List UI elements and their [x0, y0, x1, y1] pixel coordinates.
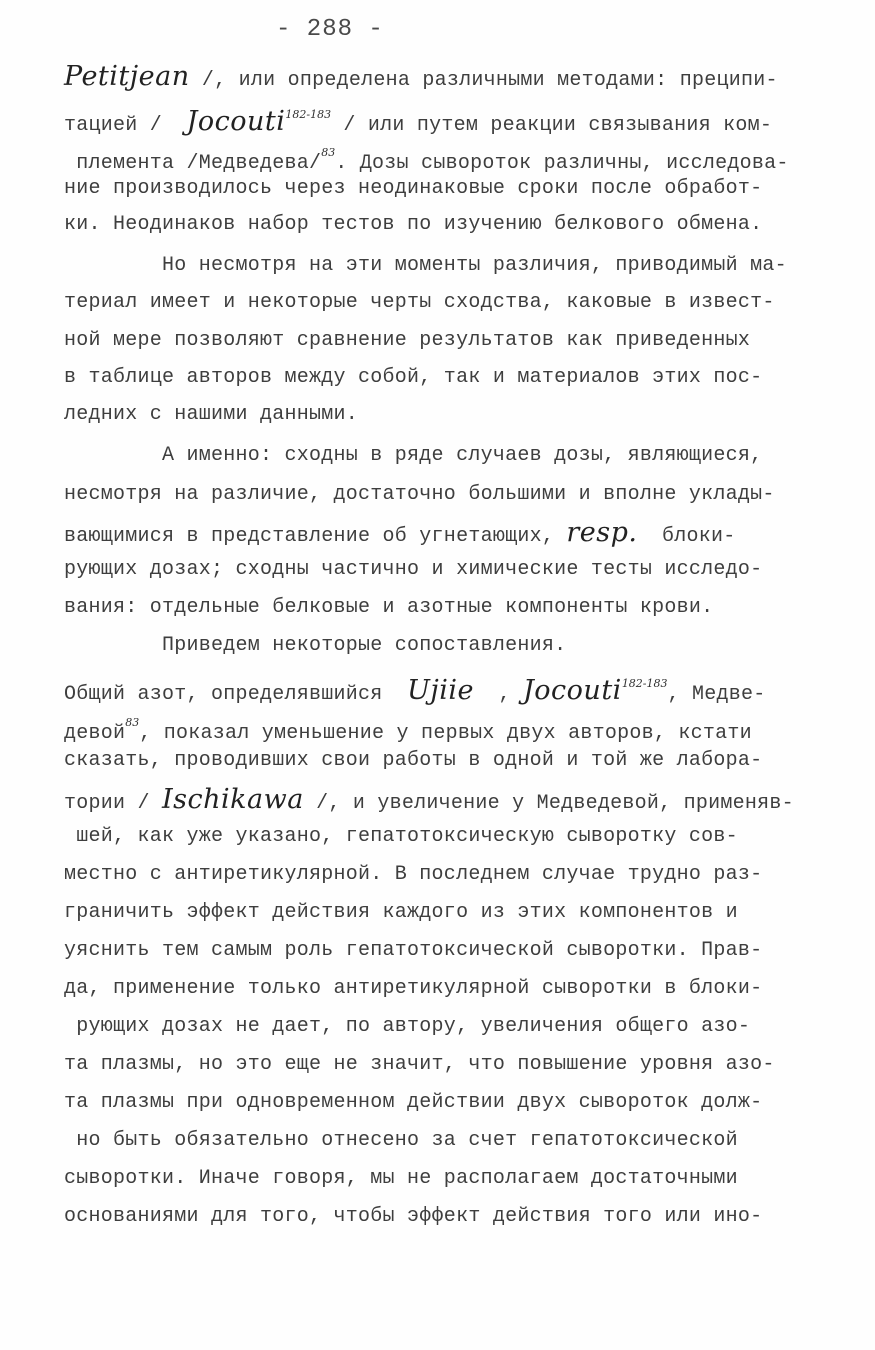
- text-line-30: сыворотки. Иначе говоря, мы не располагаем достаточными: [64, 1167, 738, 1190]
- line-text: /, и увеличение у Медведевой, применяв-: [303, 792, 794, 815]
- text-line-17: [64, 670, 766, 709]
- text-line-15: вания: отдельные белковые и азотные компоненты крови.: [64, 596, 714, 619]
- handwritten-name: Ischikawa: [162, 784, 304, 815]
- text-line-8: ной мере позволяют сравнение результатов как приведенных: [64, 329, 751, 352]
- text-line-24: уяснить тем самым роль гепатотоксической сыворотки. Прав-: [64, 939, 763, 962]
- line-text: тацией /: [64, 114, 187, 137]
- line-text: , показал уменьшение у первых двух авторов, кстати: [139, 722, 752, 745]
- line-text: . Дозы сывороток различны, исследова-: [335, 152, 789, 175]
- text-line-27: та плазмы, но это еще не значит, что повышение уровня азо-: [64, 1053, 775, 1076]
- handwritten-name: Petitjean: [64, 61, 190, 92]
- text-line-22: местно с антиретикулярной. В последнем случае трудно раз-: [64, 863, 763, 886]
- reference-superscript: 83: [321, 146, 336, 159]
- handwritten-name: Jocouti: [522, 675, 622, 706]
- text-line-25: да, применение только антиретикулярной сыворотки в блоки-: [64, 977, 763, 1000]
- reference-superscript: 83: [125, 716, 140, 729]
- text-line-31: основаниями для того, чтобы эффект действия того или ино-: [64, 1205, 763, 1228]
- line-text: блоки-: [637, 525, 736, 548]
- text-line-19: сказать, проводивших свои работы в одной и той же лабора-: [64, 749, 763, 772]
- line-text: , Медве-: [667, 683, 766, 706]
- text-line-12: несмотря на различие, достаточно большими и вполне уклады-: [64, 483, 775, 506]
- handwritten-name: Ujiie: [407, 675, 474, 706]
- text-line-21: шей, как уже указано, гепатотоксическую сыворотку сов-: [64, 825, 738, 848]
- reference-superscript: 182-183: [285, 108, 332, 121]
- line-text: вающимися в представление об угнетающих,: [64, 525, 567, 548]
- text-line-28: та плазмы при одновременном действии двух сывороток долж-: [64, 1091, 763, 1114]
- text-line-18: [64, 709, 752, 748]
- text-line-5: ки. Неодинаков набор тестов по изучению белкового обмена.: [64, 213, 763, 236]
- text-line-20: [64, 786, 794, 818]
- line-text: / или путем реакции связывания ком-: [331, 114, 773, 137]
- text-line-26: рующих дозах не дает, по автору, увеличения общего азо-: [64, 1015, 751, 1038]
- handwritten-word: resp.: [566, 517, 638, 548]
- text-line-9: в таблице авторов между собой, так и материалов этих пос-: [64, 366, 763, 389]
- text-line-11: А именно: сходны в ряде случаев дозы, являющиеся,: [64, 444, 763, 467]
- text-line-6: Но несмотря на эти моменты различия, приводимый ма-: [64, 254, 787, 277]
- line-text: Общий азот, определявшийся: [64, 683, 408, 706]
- text-line-13: [64, 519, 735, 551]
- line-text: ,: [473, 683, 523, 706]
- line-text: /, или определена различными методами: преципи-: [189, 69, 778, 92]
- text-line-29: но быть обязательно отнесено за счет гепатотоксической: [64, 1129, 738, 1152]
- line-text: тории /: [64, 792, 163, 815]
- text-line-14: рующих дозах; сходны частично и химические тесты исследо-: [64, 558, 763, 581]
- text-line-7: териал имеет и некоторые черты сходства, каковые в извест-: [64, 291, 775, 314]
- text-line-4: ние производилось через неодинаковые сроки после обработ-: [64, 177, 763, 200]
- page-number: - 288 -: [276, 16, 384, 43]
- text-line-23: граничить эффект действия каждого из этих компонентов и: [64, 901, 738, 924]
- reference-superscript: 182-183: [621, 677, 668, 690]
- text-line-16: Приведем некоторые сопоставления.: [64, 634, 567, 657]
- text-line-2: [64, 101, 772, 140]
- line-text: племента /Медведева/: [64, 152, 322, 175]
- text-line-10: ледних с нашими данными.: [64, 403, 359, 426]
- handwritten-name: Jocouti: [186, 106, 286, 137]
- line-text: девой: [64, 722, 126, 745]
- text-line-1: [64, 63, 778, 95]
- text-line-3: [64, 139, 789, 178]
